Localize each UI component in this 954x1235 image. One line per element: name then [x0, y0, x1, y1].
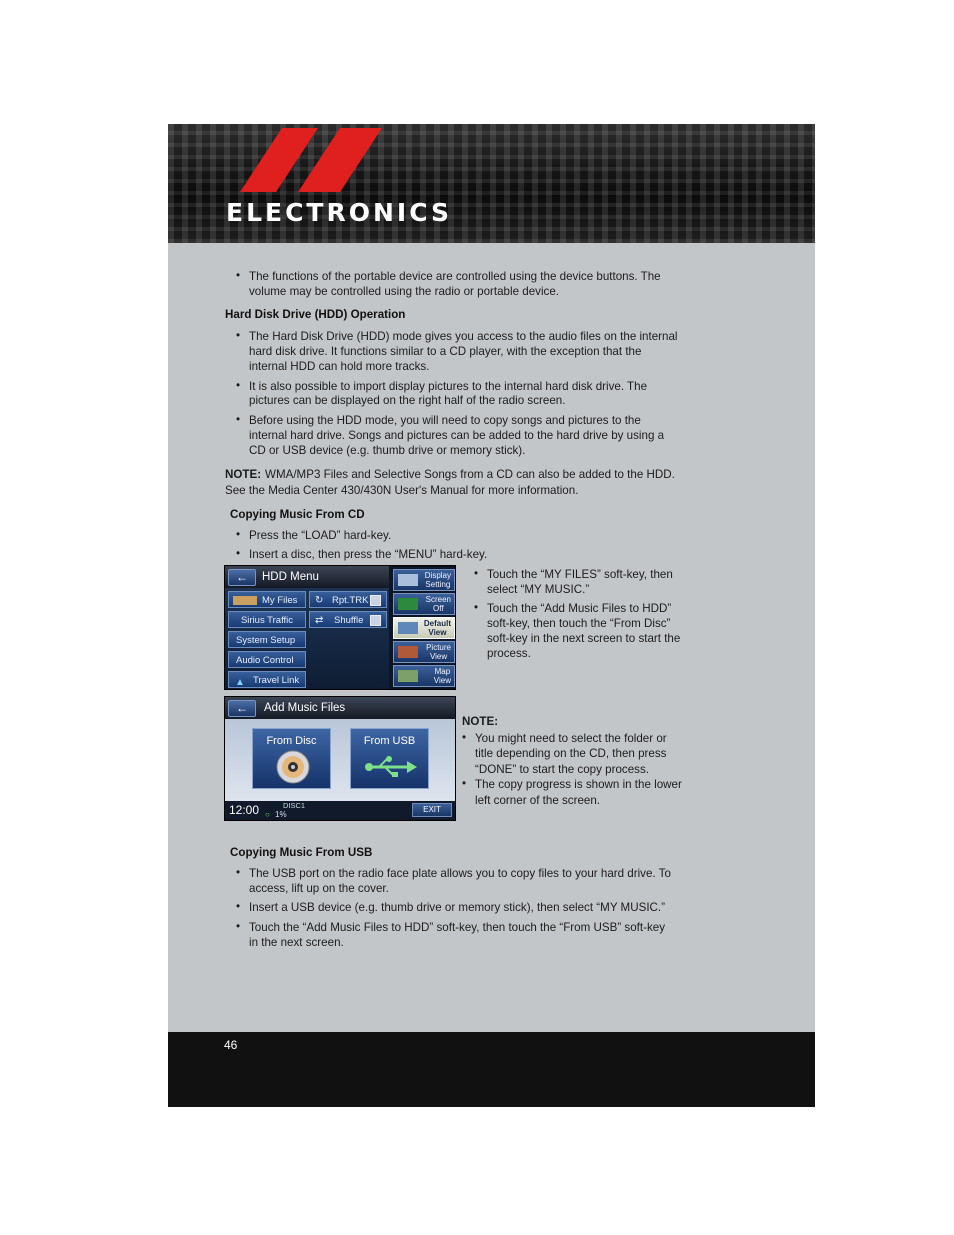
screen-title: Add Music Files [264, 702, 346, 714]
bullet-dot: • [236, 547, 241, 560]
bullet-dot: • [236, 866, 241, 879]
page-number: 46 [224, 1038, 238, 1052]
button-label: Default [423, 619, 451, 628]
note-bullet-line: “DONE” to start the copy process. [475, 763, 649, 776]
section-header [168, 124, 815, 243]
button-label: My Files [262, 595, 298, 606]
note-bullet-line: left corner of the screen. [475, 794, 601, 807]
button-label: From Disc [266, 735, 317, 747]
copy-usb-heading: Copying Music From USB [230, 846, 373, 859]
page-footer [168, 1032, 815, 1107]
screen-off-button [393, 593, 455, 615]
screen-off-icon [398, 598, 418, 610]
repeat-track-button [309, 591, 387, 608]
bullet-dot: • [474, 567, 479, 580]
map-view-button [393, 665, 455, 687]
copy-cd-bullet: Press the “LOAD” hard-key. [249, 529, 392, 542]
button-label: Setting [425, 579, 451, 589]
usb-icon [363, 755, 419, 779]
note-label: NOTE: [225, 468, 262, 481]
hdd-bullet2-line: pictures can be displayed on the right half of the radio screen. [249, 394, 566, 407]
back-arrow-icon: ← [228, 700, 256, 717]
button-label: Travel Link [253, 675, 300, 686]
hdd-heading: Hard Disk Drive (HDD) Operation [225, 308, 406, 321]
exit-button: EXIT [412, 803, 452, 817]
copy-cd-step-line: Touch the “MY FILES” soft-key, then [487, 568, 673, 581]
repeat-icon: ↻ [315, 595, 324, 606]
default-view-button [393, 617, 455, 639]
note-line: WMA/MP3 Files and Selective Songs from a CD can also be added to the HDD. [265, 468, 675, 481]
copy-progress-icon: ○ [265, 810, 270, 819]
section-title: ELECTRONICS [226, 198, 453, 227]
copy-cd-step-line: select “MY MUSIC.” [487, 583, 590, 596]
copy-progress: 1% [275, 810, 287, 819]
hdd-bullet3-line: Before using the HDD mode, you will need to copy songs and pictures to the [249, 414, 641, 427]
hdd-bullet1-line: internal HDD can hold more tracks. [249, 360, 430, 373]
button-label: From USB [363, 735, 416, 747]
button-label: Shuffle [334, 615, 364, 626]
screen-title-bar [225, 697, 455, 719]
copy-cd-step-line: process. [487, 647, 531, 660]
status-bar [225, 801, 455, 820]
hdd-bullet1-line: The Hard Disk Drive (HDD) mode gives you access to the audio files on the internal [249, 330, 678, 343]
back-arrow-icon: ← [228, 569, 256, 586]
hdd-bullet2-line: It is also possible to import display pictures to the internal hard disk drive. The [249, 380, 648, 393]
bullet-dot: • [462, 731, 467, 744]
button-label: Screen [425, 595, 451, 604]
note-line: See the Media Center 430/430N User's Manual for more information. [225, 484, 579, 497]
sirius-traffic-button: Sirius Traffic [228, 611, 306, 628]
bullet-dot: • [236, 900, 241, 913]
screen-title: HDD Menu [262, 571, 319, 583]
disc-icon [276, 750, 310, 784]
display-setting-button [393, 569, 455, 591]
hdd-bullet3-line: CD or USB device (e.g. thumb drive or memory stick). [249, 444, 526, 457]
display-setting-icon [398, 574, 418, 586]
from-usb-button [350, 728, 429, 789]
add-music-files-screenshot [224, 696, 456, 821]
bullet-dot: • [236, 329, 241, 342]
button-label: Picture [426, 643, 451, 652]
copy-cd-step-line: soft-key, then touch the “From Disc” [487, 617, 671, 630]
button-label: Map [434, 667, 451, 676]
shuffle-button [309, 611, 387, 628]
bullet-dot: • [236, 379, 241, 392]
hdd-bullet1-line: hard disk drive. It functions similar to a CD player, with the exception that the [249, 345, 642, 358]
button-label: Display [424, 571, 451, 580]
note-bullet-line: The copy progress is shown in the lower [475, 778, 682, 791]
brand-stripes-logo [240, 128, 390, 192]
bullet-dot: • [236, 528, 241, 541]
travel-link-icon: ▲ [235, 677, 245, 688]
travel-link-button [228, 671, 306, 688]
bullet-dot: • [236, 413, 241, 426]
note-bullet-line: You might need to select the folder or [475, 732, 667, 745]
copy-usb-line: in the next screen. [249, 936, 344, 949]
button-label: View [433, 675, 451, 685]
intro-line: The functions of the portable device are controlled using the device buttons. The [249, 270, 661, 283]
button-label: View [428, 627, 447, 637]
hdd-menu-screenshot [224, 565, 456, 690]
picture-view-button [393, 641, 455, 663]
button-label: Rpt.TRK [332, 595, 369, 606]
hdd-bullet3-line: internal hard drive. Songs and pictures can be added to the hard drive by using a [249, 429, 665, 442]
folder-icon [233, 596, 257, 605]
clock: 12:00 [229, 803, 260, 817]
bullet-dot: • [462, 777, 467, 790]
copy-cd-step-line: Touch the “Add Music Files to HDD” [487, 602, 672, 615]
copy-cd-heading: Copying Music From CD [230, 508, 365, 521]
copy-usb-line: Insert a USB device (e.g. thumb drive or memory stick), then select “MY MUSIC.” [249, 901, 665, 914]
disc-label: DISC1 [283, 801, 306, 810]
copy-cd-bullet: Insert a disc, then press the “MENU” hard-key. [249, 548, 488, 561]
intro-line: volume may be controlled using the radio or portable device. [249, 285, 559, 298]
copy-cd-step-line: soft-key in the next screen to start the [487, 632, 681, 645]
bullet-dot: • [236, 920, 241, 933]
button-label: Off [433, 603, 444, 613]
default-view-icon [398, 622, 418, 634]
bullet-dot: • [474, 601, 479, 614]
bullet-dot: • [236, 269, 241, 282]
screen-title-bar [225, 566, 389, 588]
picture-icon [398, 646, 418, 658]
copy-usb-line: Touch the “Add Music Files to HDD” soft-key, then touch the “From USB” soft-key [249, 921, 666, 934]
manual-page [168, 124, 815, 1107]
copy-usb-line: access, lift up on the cover. [249, 882, 389, 895]
copy-usb-line: The USB port on the radio face plate allows you to copy files to your hard drive. To [249, 867, 671, 880]
my-files-button [228, 591, 306, 608]
repeat-checkbox [370, 595, 381, 606]
audio-control-button: Audio Control [228, 651, 306, 668]
map-icon [398, 670, 418, 682]
from-disc-button [252, 728, 331, 789]
shuffle-checkbox [370, 615, 381, 626]
button-label: View [429, 651, 448, 661]
system-setup-button: System Setup [228, 631, 306, 648]
note-label: NOTE: [462, 715, 499, 728]
note-bullet-line: title depending on the CD, then press [475, 747, 667, 760]
shuffle-icon: ⇄ [315, 615, 324, 626]
